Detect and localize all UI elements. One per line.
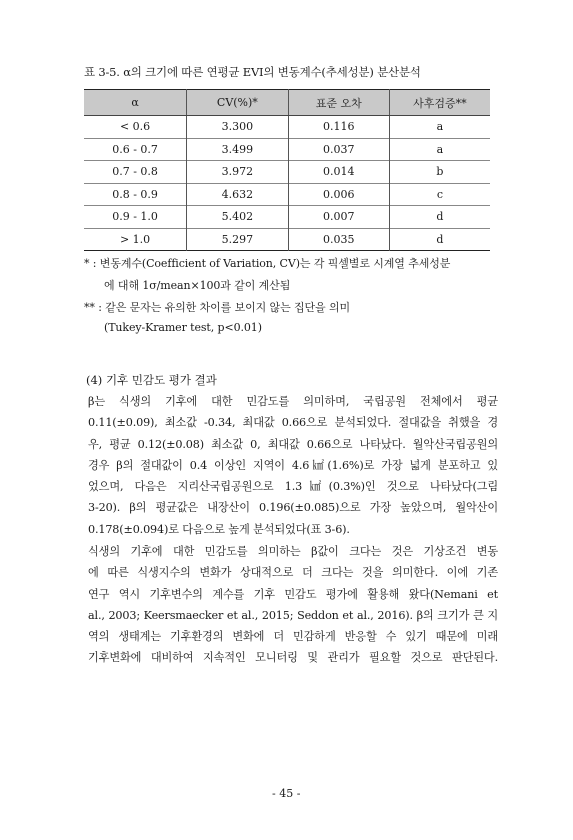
table-row xyxy=(84,116,490,139)
cell-group: a xyxy=(389,116,490,139)
footnote-cv-line2: 에 대해 1σ/mean×100과 같이 계산됨 xyxy=(104,279,291,292)
cell-alpha: 0.9 - 1.0 xyxy=(84,206,187,229)
cell-cv: 3.499 xyxy=(187,138,288,161)
cell-alpha: 0.7 - 0.8 xyxy=(84,161,187,184)
cell-se: 0.006 xyxy=(288,183,389,206)
paragraph-1 xyxy=(88,391,498,540)
cell-cv: 4.632 xyxy=(187,183,288,206)
page-number: - 45 - xyxy=(272,787,301,800)
header-post-hoc: 사후검증** xyxy=(389,90,490,116)
cell-group: a xyxy=(389,138,490,161)
table-caption: 표 3-5. α의 크기에 따른 연평균 EVI의 변동계수(추세성분) 분산분석 xyxy=(84,65,421,79)
paragraph-line: 0.178(±0.094)로 다음으로 높게 분석되었다(표 3-6). xyxy=(88,522,350,536)
table-row xyxy=(84,183,490,206)
table-header-row xyxy=(84,90,490,116)
footnote-posthoc-line2: (Tukey-Kramer test, p<0.01) xyxy=(104,321,262,334)
cell-alpha: < 0.6 xyxy=(119,120,151,134)
table-row xyxy=(84,228,490,251)
cell-cv: 5.297 xyxy=(187,228,288,251)
header-standard-error: 표준 오차 xyxy=(288,90,389,116)
paragraph-line: 3-20). β의 평균값은 내장산이 0.196(±0.085)으로 가장 높았으며, 월악산이 xyxy=(88,501,498,515)
cell-cv: 3.300 xyxy=(187,116,288,139)
footnote-cv-line1: * : 변동계수(Coefficient of Variation, CV)는 각 픽셀별로 시계열 추세성분 xyxy=(84,257,451,270)
cell-group: c xyxy=(389,183,490,206)
cell-se: 0.007 xyxy=(288,206,389,229)
paragraph-line: β는 식생의 기후에 대한 민감도를 의미하며, 국립공원 전체에서 평균 xyxy=(88,395,498,408)
paragraph-line: 역의 생태계는 기후환경의 변화에 더 민감하게 반응할 수 있기 때문에 미래 xyxy=(88,630,498,644)
table-row xyxy=(84,161,490,184)
footnote-posthoc-line1: ** : 같은 문자는 유의한 차이를 보이지 않는 집단을 의미 xyxy=(84,301,351,314)
cell-alpha: 0.6 - 0.7 xyxy=(84,138,187,161)
paragraph-line: 0.11(±0.09), 최소값 -0.34, 최대값 0.66으로 분석되었다. 절대값을 취했을 경 xyxy=(88,416,498,430)
cell-cv: 5.402 xyxy=(187,206,288,229)
cell-se: 0.035 xyxy=(288,228,389,251)
paragraph-line: 연구 역시 기후변수의 계수를 기후 민감도 평가에 활용해 왔다(Nemani et xyxy=(88,587,498,601)
header-cv: CV(%)* xyxy=(187,90,288,116)
cell-group: d xyxy=(389,206,490,229)
section-heading: (4) 기후 민감도 평가 결과 xyxy=(86,373,217,387)
paragraph-line: 기후변화에 대비하여 지속적인 모니터링 및 관리가 필요할 것으로 판단된다. xyxy=(88,651,498,665)
paragraph-line: 우, 평균 0.12(±0.08) 최소값 0, 최대값 0.66으로 나타났다. 월악산국립공원의 xyxy=(88,437,498,451)
cell-cv: 3.972 xyxy=(187,161,288,184)
paragraph-line: 식생의 기후에 대한 민감도를 의미하는 β값이 크다는 것은 기상조건 변동 xyxy=(88,545,498,558)
table-row xyxy=(84,206,490,229)
cell-se: 0.037 xyxy=(288,138,389,161)
header-alpha: α xyxy=(84,90,187,116)
cell-group: d xyxy=(389,228,490,251)
cell-se: 0.116 xyxy=(288,116,389,139)
cell-alpha: 0.8 - 0.9 xyxy=(84,183,187,206)
paragraph-line: 경우 β의 절대값이 0.4 이상인 지역이 4.6㎢(1.6%)로 가장 넓게 분포하고 있 xyxy=(88,458,498,472)
cell-se: 0.014 xyxy=(288,161,389,184)
anova-table xyxy=(84,89,490,251)
paragraph-line: 었으며, 다음은 지리산국립공원으로 1.3㎢(0.3%)인 것으로 나타났다(그림 xyxy=(88,480,498,494)
paragraph-2 xyxy=(88,541,498,669)
cell-alpha: > 1.0 xyxy=(84,228,187,251)
paragraph-line: 에 따른 식생지수의 변화가 상대적으로 더 크다는 것을 의미한다. 이에 기존 xyxy=(88,566,498,580)
table-row xyxy=(84,138,490,161)
cell-group: b xyxy=(389,161,490,184)
paragraph-line: al., 2003; Keersmaecker et al., 2015; Seddon et al., 2016). β의 크기가 큰 지 xyxy=(88,608,498,622)
